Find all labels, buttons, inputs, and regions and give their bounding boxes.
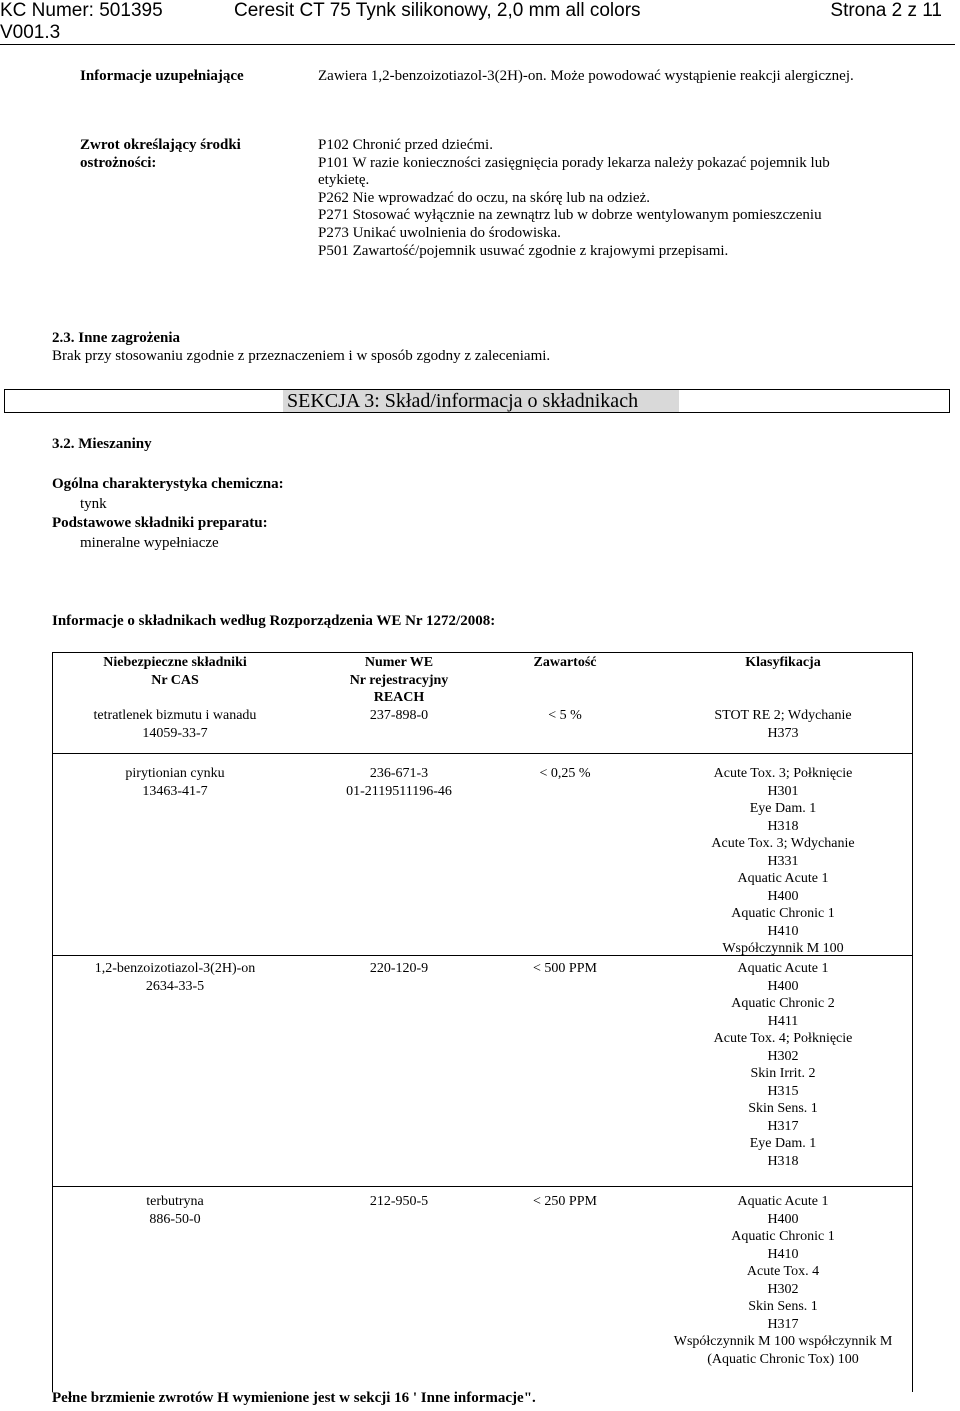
product-name: Ceresit CT 75 Tynk silikonowy, 2,0 mm all colors (234, 0, 641, 21)
content-value: < 0,25 % (539, 766, 591, 781)
components-table (52, 652, 913, 1392)
component-name: 1,2-benzoizotiazol-3(2H)-on (94, 961, 256, 976)
classification-line: Współczynnik M 100 współczynnik M (673, 1334, 893, 1349)
row-1-classification (653, 707, 913, 742)
precautionary-line: P271 Stosować wyłącznie na zewnątrz lub w dobrze wentylowanym pomieszczeniu (318, 207, 822, 224)
ec-number: 220-120-9 (369, 961, 429, 976)
component-name: terbutryna (146, 1194, 204, 1209)
component-name: tetratlenek bizmutu i wanadu (93, 708, 257, 723)
basic-components-value: mineralne wypełniacze (80, 535, 219, 551)
classification-line: (Aquatic Chronic Tox) 100 (707, 1351, 859, 1367)
classification-line: STOT RE 2; Wdychanie (714, 708, 852, 723)
classification-line: Acute Tox. 4; Połknięcie (713, 1031, 853, 1046)
row-1-component (53, 707, 297, 742)
other-hazards-title: 2.3. Inne zagrożenia (52, 330, 181, 346)
precautionary-line: P501 Zawartość/pojemnik usuwać zgodnie z krajowymi przepisami. (318, 242, 729, 259)
cas-number: 13463-41-7 (142, 783, 208, 799)
header-line: Nr CAS (151, 672, 199, 688)
content-value: < 500 PPM (533, 961, 597, 976)
row-2-content (485, 765, 645, 783)
cas-number: 886-50-0 (149, 1211, 201, 1227)
classification-line: H318 (767, 1153, 799, 1169)
ec-number: 212-950-5 (369, 1194, 429, 1209)
classification-line: Aquatic Chronic 2 (731, 996, 835, 1011)
page-number: Strona 2 z 11 (830, 0, 942, 21)
row-divider (53, 1186, 912, 1187)
header-classification (653, 654, 913, 672)
classification-line: Acute Tox. 3; Połknięcie (713, 766, 853, 781)
classification-line: H331 (767, 853, 799, 869)
header-line: Klasyfikacja (745, 655, 821, 670)
classification-line: Acute Tox. 4 (746, 1264, 820, 1279)
classification-line: Aquatic Chronic 1 (731, 906, 835, 921)
other-hazards-text: Brak przy stosowaniu zgodnie z przeznaczeniem i w sposób zgodny z zaleceniami. (52, 348, 551, 364)
classification-line: H373 (767, 725, 799, 741)
section-3-title: SEKCJA 3: Skład/informacja o składnikach (287, 390, 639, 412)
row-3-component (53, 960, 297, 995)
classification-line: Skin Sens. 1 (748, 1299, 818, 1314)
row-3-ec-number (333, 960, 465, 978)
row-divider (53, 753, 912, 754)
header-content (485, 654, 645, 672)
components-info-title: Informacje o składnikach według Rozporządzenia WE Nr 1272/2008: (52, 613, 496, 629)
row-4-content (485, 1193, 645, 1211)
precautionary-line: etykietę. (318, 172, 370, 189)
supplementary-label: Informacje uzupełniające (80, 68, 244, 84)
classification-line: Skin Sens. 1 (748, 1101, 818, 1116)
classification-line: H410 (767, 1246, 799, 1262)
general-characteristics-label: Ogólna charakterystyka chemiczna: (52, 476, 284, 492)
classification-line: H400 (767, 1211, 799, 1227)
cas-number: 14059-33-7 (142, 725, 208, 741)
precautionary-line: P101 W razie konieczności zasięgnięcia porady lekarza należy pokazać pojemnik lub (318, 154, 830, 171)
row-1-content (485, 707, 645, 725)
ec-number: 237-898-0 (369, 708, 429, 723)
precautionary-line: P262 Nie wprowadzać do oczu, na skórę lub na odzież. (318, 189, 650, 206)
classification-line: H317 (767, 1316, 799, 1332)
row-3-content (485, 960, 645, 978)
component-name: pirytionian cynku (125, 766, 225, 781)
row-4-classification (653, 1193, 913, 1368)
registration-number: 01-2119511196-46 (346, 783, 452, 799)
classification-line: H302 (767, 1048, 799, 1064)
row-4-ec-number (333, 1193, 465, 1211)
classification-line: H411 (767, 1013, 799, 1029)
basic-components-label: Podstawowe składniki preparatu: (52, 515, 268, 531)
precautionary-statements (318, 137, 830, 260)
precautionary-label-line: ostrożności: (80, 154, 157, 171)
classification-line: H400 (767, 888, 799, 904)
header-hazardous-components (53, 654, 297, 689)
precautionary-line: P102 Chronić przed dziećmi. (318, 137, 493, 153)
header-line: Nr rejestracyjny (349, 672, 449, 688)
precautionary-label-line: Zwrot określający środki (80, 137, 241, 153)
general-characteristics-value: tynk (80, 496, 107, 512)
precautionary-label (80, 137, 241, 172)
classification-line: H400 (767, 978, 799, 994)
ec-number: 236-671-3 (369, 766, 429, 781)
classification-line: H317 (767, 1118, 799, 1134)
classification-line: Współczynnik M 100 (722, 941, 844, 956)
row-1-ec-number (333, 707, 465, 725)
classification-line: Aquatic Acute 1 (737, 1194, 829, 1209)
header-divider (0, 44, 955, 45)
classification-line: Aquatic Acute 1 (737, 961, 829, 976)
row-4-component (53, 1193, 297, 1228)
classification-line: Aquatic Chronic 1 (731, 1229, 835, 1244)
classification-line: H315 (767, 1083, 799, 1099)
classification-line: H410 (767, 923, 799, 939)
document-kc-number: KC Numer: 501395 (0, 0, 163, 21)
header-line: Niebezpieczne składniki (103, 655, 247, 670)
h-statements-note: Pełne brzmienie zwrotów H wymienione jest w sekcji 16 ' Inne informacje". (52, 1390, 536, 1406)
row-2-ec-number (333, 765, 465, 800)
header-ec-number (333, 654, 465, 707)
classification-line: Eye Dam. 1 (749, 801, 817, 816)
classification-line: H302 (767, 1281, 799, 1297)
classification-line: H318 (767, 818, 799, 834)
classification-line: Aquatic Acute 1 (737, 871, 829, 886)
header-line: Zawartość (533, 655, 597, 670)
classification-line: Acute Tox. 3; Wdychanie (711, 836, 855, 851)
header-line: REACH (373, 690, 425, 705)
mixtures-subtitle: 3.2. Mieszaniny (52, 436, 152, 452)
row-2-component (53, 765, 297, 800)
classification-line: Eye Dam. 1 (749, 1136, 817, 1151)
classification-line: Skin Irrit. 2 (750, 1066, 816, 1081)
row-2-classification (653, 765, 913, 958)
supplementary-text: Zawiera 1,2-benzoizotiazol-3(2H)-on. Może powodować wystąpienie reakcji alergicznej. (318, 68, 854, 84)
header-line: Numer WE (364, 655, 434, 670)
cas-number: 2634-33-5 (145, 978, 205, 994)
classification-line: H301 (767, 783, 799, 799)
content-value: < 5 % (548, 708, 582, 723)
precautionary-line: P273 Unikać uwolnienia do środowiska. (318, 224, 561, 241)
section-3-header (4, 389, 950, 413)
document-version: V001.3 (0, 22, 61, 43)
content-value: < 250 PPM (533, 1194, 597, 1209)
row-divider (53, 955, 912, 956)
row-3-classification (653, 960, 913, 1170)
